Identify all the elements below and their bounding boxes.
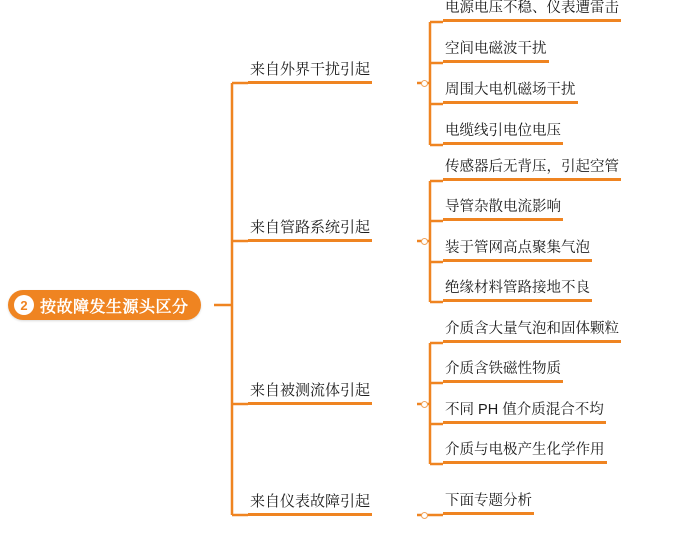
leaf-label-1-2: 空间电磁波干扰 <box>445 41 547 57</box>
branch-label-4: 来自仪表故障引起 <box>250 492 371 510</box>
leaf-label-1-1: 电源电压不稳、仪表遭雷击 <box>445 0 619 16</box>
leaf-label-2-2: 导管杂散电流影响 <box>445 199 561 215</box>
collapse-dot-icon-4[interactable] <box>421 512 428 519</box>
leaf-node-2-4[interactable] <box>443 275 592 302</box>
collapse-dot-icon-3[interactable] <box>421 401 428 408</box>
branch-node-4[interactable] <box>248 488 372 516</box>
root-node[interactable] <box>8 290 201 320</box>
leaf-node-1-4[interactable] <box>443 118 563 145</box>
branch-node-3[interactable] <box>248 377 372 405</box>
leaf-label-2-1: 传感器后无背压，引起空管 <box>445 159 619 175</box>
branch-label-2: 来自管路系统引起 <box>250 218 371 236</box>
leaf-label-1-4: 电缆线引电位电压 <box>445 123 561 139</box>
leaf-label-3-1: 介质含大量气泡和固体颗粒 <box>445 321 619 337</box>
leaf-node-2-1[interactable] <box>443 154 621 181</box>
leaf-node-1-1[interactable] <box>443 0 621 22</box>
branch-node-2[interactable] <box>248 214 372 242</box>
leaf-node-1-3[interactable] <box>443 77 578 104</box>
leaf-label-3-2: 介质含铁磁性物质 <box>445 361 561 377</box>
leaf-node-2-2[interactable] <box>443 194 563 221</box>
leaf-node-4-1[interactable] <box>443 488 534 515</box>
branch-node-1[interactable] <box>248 56 372 84</box>
leaf-node-3-3[interactable] <box>443 397 606 424</box>
leaf-node-3-2[interactable] <box>443 356 563 383</box>
leaf-label-2-3: 装于管网高点聚集气泡 <box>445 240 590 256</box>
leaf-label-1-3: 周围大电机磁场干扰 <box>445 82 576 98</box>
collapse-dot-icon-1[interactable] <box>421 80 428 87</box>
root-number-badge: 2 <box>14 295 34 315</box>
leaf-node-3-4[interactable] <box>443 437 607 464</box>
leaf-node-1-2[interactable] <box>443 36 549 63</box>
leaf-node-2-3[interactable] <box>443 235 592 262</box>
leaf-node-3-1[interactable] <box>443 316 621 343</box>
leaf-label-4-1: 下面专题分析 <box>445 493 532 509</box>
leaf-label-3-4: 介质与电极产生化学作用 <box>445 442 605 458</box>
collapse-dot-icon-2[interactable] <box>421 238 428 245</box>
branch-label-1: 来自外界干扰引起 <box>250 60 371 78</box>
leaf-label-2-4: 绝缘材料管路接地不良 <box>445 280 590 296</box>
branch-label-3: 来自被测流体引起 <box>250 381 371 399</box>
root-label: 按故障发生源头区分 <box>40 298 189 316</box>
leaf-label-3-3: 不同 PH 值介质混合不均 <box>445 402 604 418</box>
